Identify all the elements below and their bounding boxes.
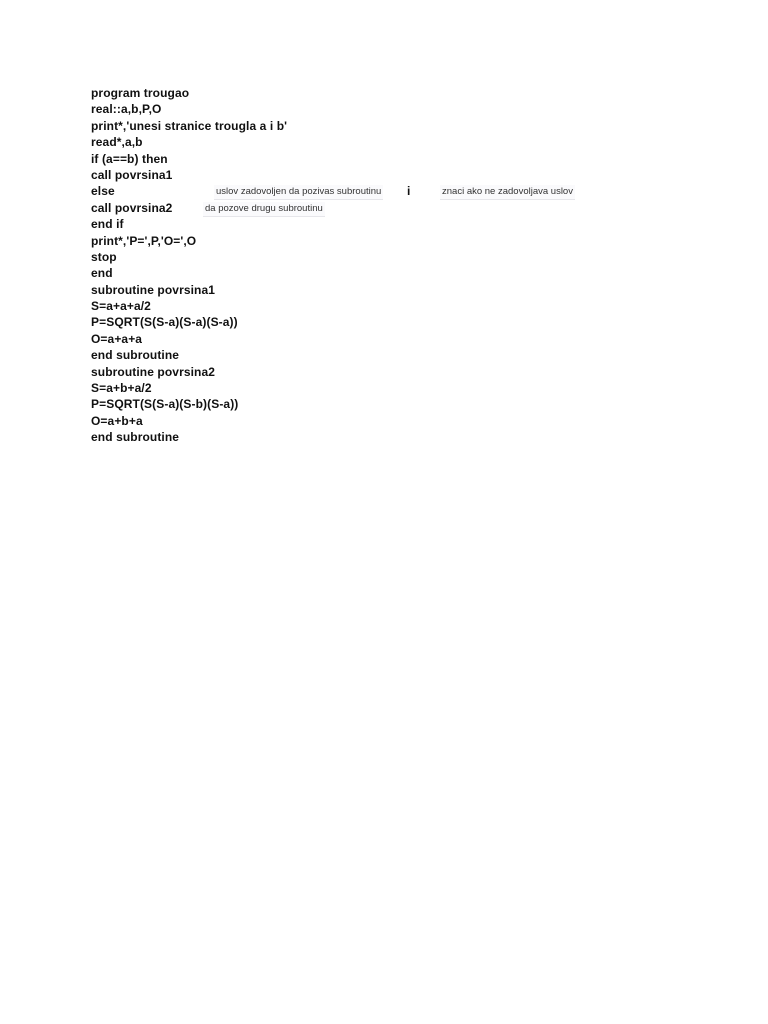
code-line-1: program trougao — [91, 86, 190, 100]
annotation-condition-not-met: znaci ako ne zadovoljava uslov — [440, 185, 575, 200]
code-line-15: P=SQRT(S(S-a)(S-a)(S-a)) — [91, 315, 238, 330]
code-line-5: if (a==b) then — [91, 151, 168, 166]
code-line-12: end — [91, 266, 113, 281]
code-line-20: P=SQRT(S(S-a)(S-b)(S-a)) — [91, 397, 239, 412]
code-listing — [91, 85, 287, 446]
code-line-16: O=a+a+a — [91, 331, 143, 346]
code-line-8: call povrsina2 — [91, 200, 173, 215]
code-line-18: subroutine povrsina2 — [91, 364, 216, 379]
code-line-11: stop — [91, 249, 117, 264]
code-line-19: S=a+b+a/2 — [91, 381, 152, 396]
code-line-10: print*,'P=',P,'O=',O — [91, 233, 197, 248]
annotation-separator: i — [407, 184, 411, 198]
code-line-22: end subroutine — [91, 430, 180, 445]
annotation-call-other-subroutine: da pozove drugu subroutinu — [203, 202, 325, 217]
code-line-6: call povrsina1 — [91, 167, 173, 182]
code-line-2: real::a,b,P,O — [91, 102, 162, 117]
code-line-17: end subroutine — [91, 348, 180, 363]
code-line-13: subroutine povrsina1 — [91, 282, 216, 297]
code-line-3: print*,'unesi stranice trougla a i b' — [91, 118, 288, 133]
code-line-9: end if — [91, 217, 124, 232]
code-line-7: else — [91, 184, 115, 199]
code-line-21: O=a+b+a — [91, 413, 143, 428]
annotation-condition-met: uslov zadovoljen da pozivas subroutinu — [214, 185, 383, 200]
code-line-4: read*,a,b — [91, 135, 143, 150]
code-line-14: S=a+a+a/2 — [91, 299, 151, 314]
